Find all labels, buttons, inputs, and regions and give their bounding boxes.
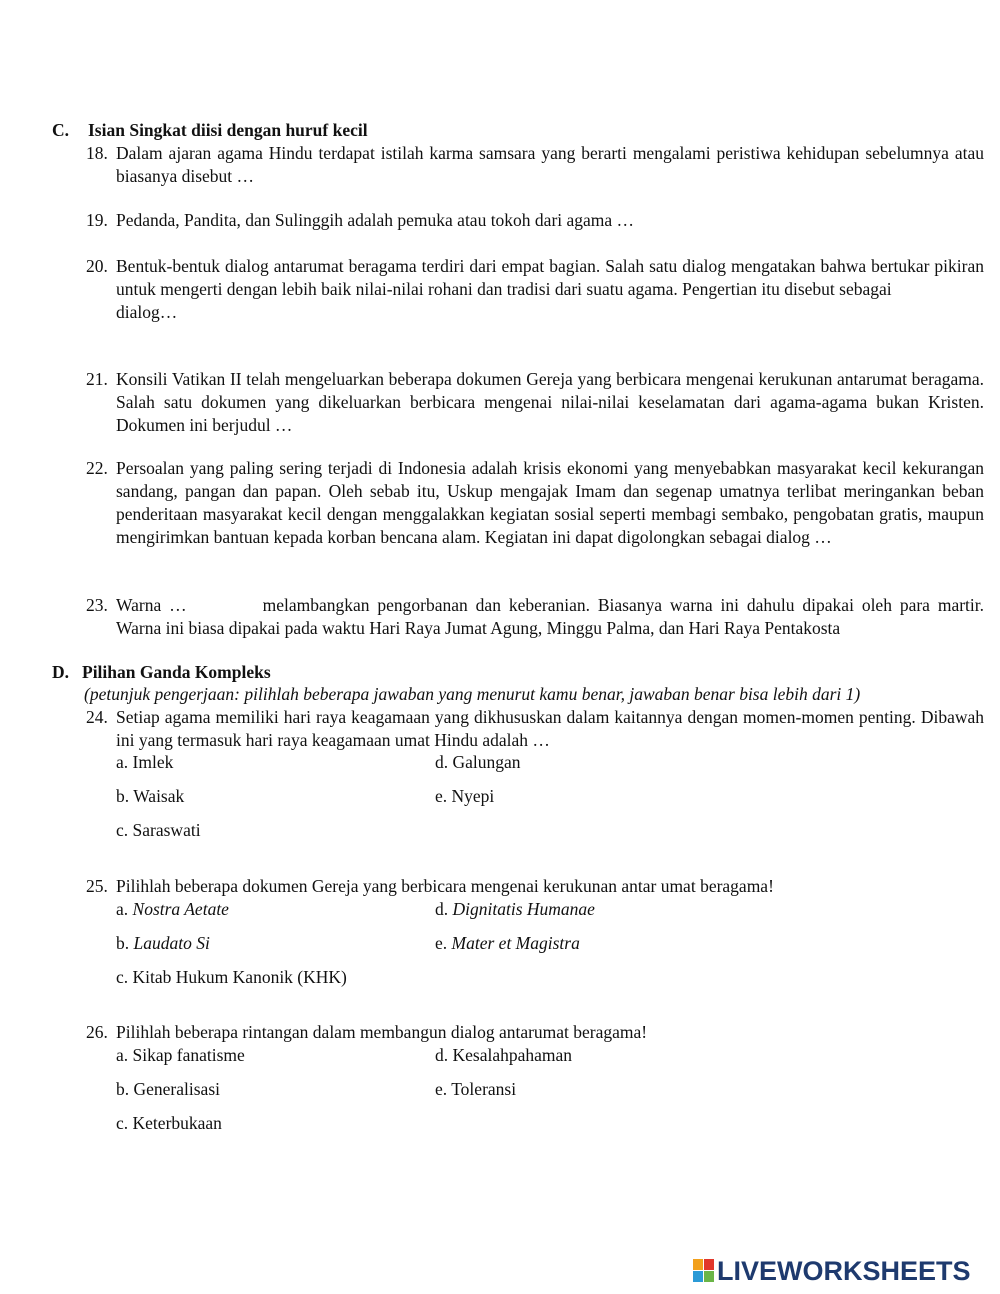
option-label: e. xyxy=(435,1079,448,1099)
option-text: Galungan xyxy=(452,752,521,772)
option-text: Mater et Magistra xyxy=(451,933,580,953)
option-26a[interactable] xyxy=(116,1044,245,1067)
question-text-rest: melambangkan pengorbanan dan keberanian. Biasanya warna ini dahulu dipakai oleh para martir. Warna ini biasa dipakai pada waktu Hari Raya Jumat Agung, Minggu Palma, dan Hari Raya Pentakosta xyxy=(116,595,984,638)
option-text: Toleransi xyxy=(451,1079,517,1099)
question-number: 20. xyxy=(86,256,108,276)
option-26e[interactable] xyxy=(435,1078,516,1101)
section-c-title: Isian Singkat diisi dengan huruf kecil xyxy=(88,120,368,140)
question-text: Setiap agama memiliki hari raya keagamaan yang dikhususkan dalam kaitannya dengan momen-momen penting. Dibawah ini yang termasuk hari raya keagamaan umat Hindu adalah … xyxy=(116,707,984,750)
option-24b[interactable] xyxy=(116,785,184,808)
section-d-title: Pilihan Ganda Kompleks xyxy=(82,662,271,682)
option-26c[interactable] xyxy=(116,1112,222,1135)
option-label: a. xyxy=(116,1045,129,1065)
section-d-letter: D. xyxy=(52,662,70,682)
option-label: b. xyxy=(116,1079,130,1099)
section-c-heading xyxy=(52,119,984,142)
question-number: 19. xyxy=(86,210,108,230)
question-number: 26. xyxy=(86,1022,108,1042)
question-number: 22. xyxy=(86,458,108,478)
logo-block xyxy=(704,1271,714,1282)
question-text: Dalam ajaran agama Hindu terdapat istilah karma samsara yang berarti mengalami peristiwa kehidupan sebelumnya atau biasanya disebut … xyxy=(116,143,984,186)
question-text: Pilihlah beberapa rintangan dalam membangun dialog antarumat beragama! xyxy=(116,1022,648,1042)
option-label: b. xyxy=(116,786,130,806)
question-text xyxy=(116,255,984,324)
question-text: Pilihlah beberapa dokumen Gereja yang berbicara mengenai kerukunan antar umat beragama! xyxy=(116,876,774,896)
question-22 xyxy=(86,457,984,549)
option-26b[interactable] xyxy=(116,1078,220,1101)
option-text: Kesalahpahaman xyxy=(452,1045,573,1065)
logo-block xyxy=(693,1259,703,1270)
option-26d[interactable] xyxy=(435,1044,572,1067)
option-label: d. xyxy=(435,899,449,919)
option-25a[interactable] xyxy=(116,898,229,921)
option-24e[interactable] xyxy=(435,785,494,808)
question-number: 21. xyxy=(86,369,108,389)
option-label: d. xyxy=(435,1045,449,1065)
option-25e[interactable] xyxy=(435,932,580,955)
option-text: Nostra Aetate xyxy=(132,899,229,919)
option-label: b. xyxy=(116,933,130,953)
logo-blocks-icon xyxy=(693,1259,715,1283)
option-label: e. xyxy=(435,786,448,806)
liveworksheets-logo[interactable] xyxy=(693,1254,993,1288)
option-text: Laudato Si xyxy=(133,933,210,953)
option-text: Sikap fanatisme xyxy=(132,1045,245,1065)
question-23 xyxy=(86,594,984,640)
logo-block xyxy=(693,1271,703,1282)
option-text: Dignitatis Humanae xyxy=(452,899,595,919)
question-25 xyxy=(86,875,984,898)
option-text: Saraswati xyxy=(132,820,201,840)
question-21 xyxy=(86,368,984,437)
option-24c[interactable] xyxy=(116,819,201,842)
question-number: 25. xyxy=(86,876,108,896)
question-text-start: Warna … xyxy=(116,595,187,615)
section-d-heading xyxy=(52,661,984,684)
option-label: a. xyxy=(116,899,129,919)
question-19 xyxy=(86,209,984,232)
section-c-letter: C. xyxy=(52,120,70,140)
option-label: d. xyxy=(435,752,449,772)
option-label: e. xyxy=(435,933,448,953)
option-text: Imlek xyxy=(132,752,174,772)
question-24 xyxy=(86,706,984,752)
question-number: 23. xyxy=(86,595,108,615)
option-24d[interactable] xyxy=(435,751,521,774)
question-text-continuation: dialog… xyxy=(116,302,178,322)
section-d-instructions: (petunjuk pengerjaan: pilihlah beberapa jawaban yang menurut kamu benar, jawaban benar bisa lebih dari 1) xyxy=(84,684,861,704)
logo-block xyxy=(704,1259,714,1270)
option-text: Waisak xyxy=(133,786,185,806)
option-label: a. xyxy=(116,752,129,772)
question-18 xyxy=(86,142,984,188)
option-label: c. xyxy=(116,1113,129,1133)
question-20 xyxy=(86,255,984,324)
question-text: Konsili Vatikan II telah mengeluarkan beberapa dokumen Gereja yang berbicara mengenai kerukunan antarumat beragama. Salah satu dokumen yang dikeluarkan berbicara mengenai nilai-nilai keselamatan dari agama-agama bukan Kristen. Dokumen ini berjudul … xyxy=(116,369,984,435)
logo-text: LIVEWORKSHEETS xyxy=(717,1256,971,1286)
question-text-main: Bentuk-bentuk dialog antarumat beragama terdiri dari empat bagian. Salah satu dialog mengatakan bahwa bertukar pikiran untuk mengerti dengan lebih baik nilai-nilai rohani dan tradisi dari suatu agama. Pengertian itu disebut sebagai xyxy=(116,256,984,299)
option-25b[interactable] xyxy=(116,932,210,955)
option-25d[interactable] xyxy=(435,898,595,921)
option-text: Nyepi xyxy=(451,786,495,806)
question-text: Persoalan yang paling sering terjadi di Indonesia adalah krisis ekonomi yang menyebabkan masyarakat kecil kekurangan sandang, pangan dan papan. Oleh sebab itu, Uskup mengajak Imam dan segenap umatnya terlibat meringankan beban penderitaan masyarakat kecil dengan menggalakkan kegiatan sosial seperti membagi sembako, pengobatan gratis, maupun mengirimkan bantuan kepada korban bencana alam. Kegiatan ini dapat digolongkan sebagai dialog … xyxy=(116,458,984,547)
option-label: c. xyxy=(116,967,129,987)
option-25c[interactable] xyxy=(116,966,347,989)
option-24a[interactable] xyxy=(116,751,173,774)
question-26 xyxy=(86,1021,984,1044)
question-number: 18. xyxy=(86,143,108,163)
option-text: Generalisasi xyxy=(133,1079,220,1099)
option-text: Kitab Hukum Kanonik (KHK) xyxy=(132,967,347,987)
question-text xyxy=(116,594,984,640)
question-text: Pedanda, Pandita, dan Sulinggih adalah pemuka atau tokoh dari agama … xyxy=(116,210,635,230)
option-text: Keterbukaan xyxy=(132,1113,222,1133)
option-label: c. xyxy=(116,820,129,840)
question-number: 24. xyxy=(86,707,108,727)
